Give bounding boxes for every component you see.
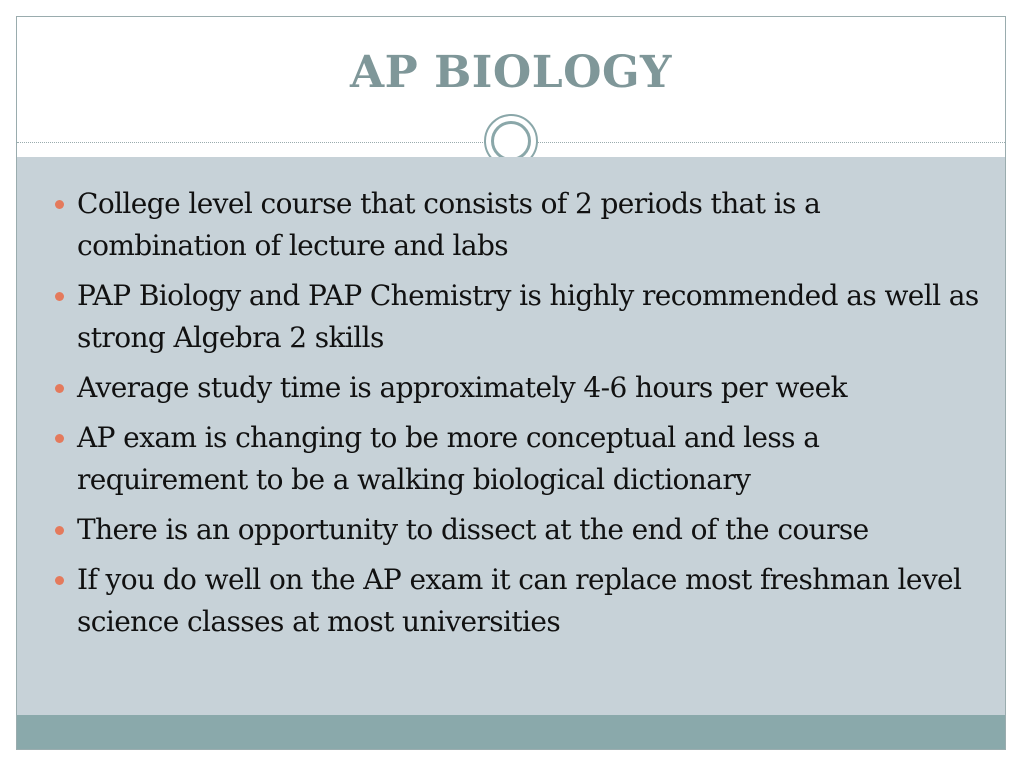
bullet-item xyxy=(55,367,985,409)
bullet-item xyxy=(55,275,985,359)
bullet-text: College level course that consists of 2 periods that is a combination of lecture and labs xyxy=(77,187,821,262)
bullet-item xyxy=(55,183,985,267)
bullet-item xyxy=(55,417,985,501)
dot-bullet-icon xyxy=(55,292,64,301)
bullet-text: PAP Biology and PAP Chemistry is highly recommended as well as strong Algebra 2 skills xyxy=(77,279,979,354)
bullet-text: Average study time is approximately 4-6 hours per week xyxy=(77,371,847,404)
slide xyxy=(16,16,1006,750)
bullet-list xyxy=(17,157,1005,643)
dot-bullet-icon xyxy=(55,434,64,443)
bullet-text: AP exam is changing to be more conceptual and less a requirement to be a walking biological dictionary xyxy=(77,421,820,496)
bullet-item xyxy=(55,559,985,643)
dot-bullet-icon xyxy=(55,576,64,585)
footer-bar xyxy=(17,715,1005,749)
bullet-text: If you do well on the AP exam it can replace most freshman level science classes at most universities xyxy=(77,563,962,638)
bullet-text: There is an opportunity to dissect at the end of the course xyxy=(77,513,869,546)
bullet-item xyxy=(55,509,985,551)
dot-bullet-icon xyxy=(55,384,64,393)
slide-title: AP BIOLOGY xyxy=(350,47,672,98)
content-area xyxy=(17,157,1005,717)
dot-bullet-icon xyxy=(55,200,64,209)
dot-bullet-icon xyxy=(55,526,64,535)
